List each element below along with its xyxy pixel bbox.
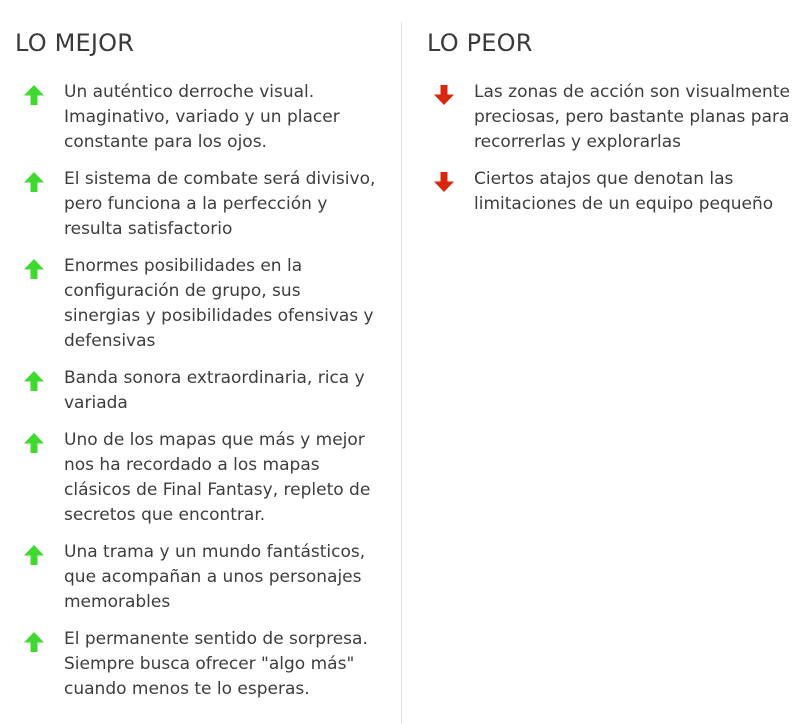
pro-item — [22, 627, 382, 702]
pro-item — [22, 254, 382, 354]
con-item — [432, 80, 807, 155]
con-item-text: Las zonas de acción son visualmente preciosas, pero bastante planas para recorrerlas y explorarlas — [474, 82, 790, 152]
pro-item-text: Uno de los mapas que más y mejor nos ha recordado a los mapas clásicos de Final Fantasy, repleto de secretos que encontrar. — [64, 430, 371, 525]
arrow-up-icon — [22, 257, 46, 281]
arrow-down-icon — [432, 83, 456, 107]
pro-item — [22, 540, 382, 615]
arrow-up-icon — [22, 83, 46, 107]
pro-item-text: El sistema de combate será divisivo, pero funciona a la perfección y resulta satisfactorio — [64, 169, 376, 239]
arrow-down-icon — [432, 170, 456, 194]
pro-item — [22, 167, 382, 242]
pro-item — [22, 366, 382, 416]
arrow-up-icon — [22, 369, 46, 393]
pro-item — [22, 80, 382, 155]
cons-list — [432, 80, 807, 229]
con-item — [432, 167, 807, 217]
cons-title: LO PEOR — [427, 29, 533, 57]
pros-title: LO MEJOR — [15, 29, 135, 57]
pro-item-text: El permanente sentido de sorpresa. Siempre busca ofrecer "algo más" cuando menos te lo esperas. — [64, 629, 368, 699]
pros-list — [22, 80, 382, 714]
cons-column — [402, 0, 811, 724]
pros-column — [0, 0, 400, 724]
pro-item-text: Un auténtico derroche visual. Imaginativo, variado y un placer constante para los ojos. — [64, 82, 340, 152]
con-item-text: Ciertos atajos que denotan las limitaciones de un equipo pequeño — [474, 169, 774, 214]
pro-item — [22, 428, 382, 528]
arrow-up-icon — [22, 431, 46, 455]
arrow-up-icon — [22, 543, 46, 567]
pro-item-text: Una trama y un mundo fantásticos, que acompañan a unos personajes memorables — [64, 542, 366, 612]
pro-item-text: Enormes posibilidades en la configuración de grupo, sus sinergias y posibilidades ofensivas y defensivas — [64, 256, 374, 351]
pro-item-text: Banda sonora extraordinaria, rica y variada — [64, 368, 365, 413]
arrow-up-icon — [22, 630, 46, 654]
arrow-up-icon — [22, 170, 46, 194]
